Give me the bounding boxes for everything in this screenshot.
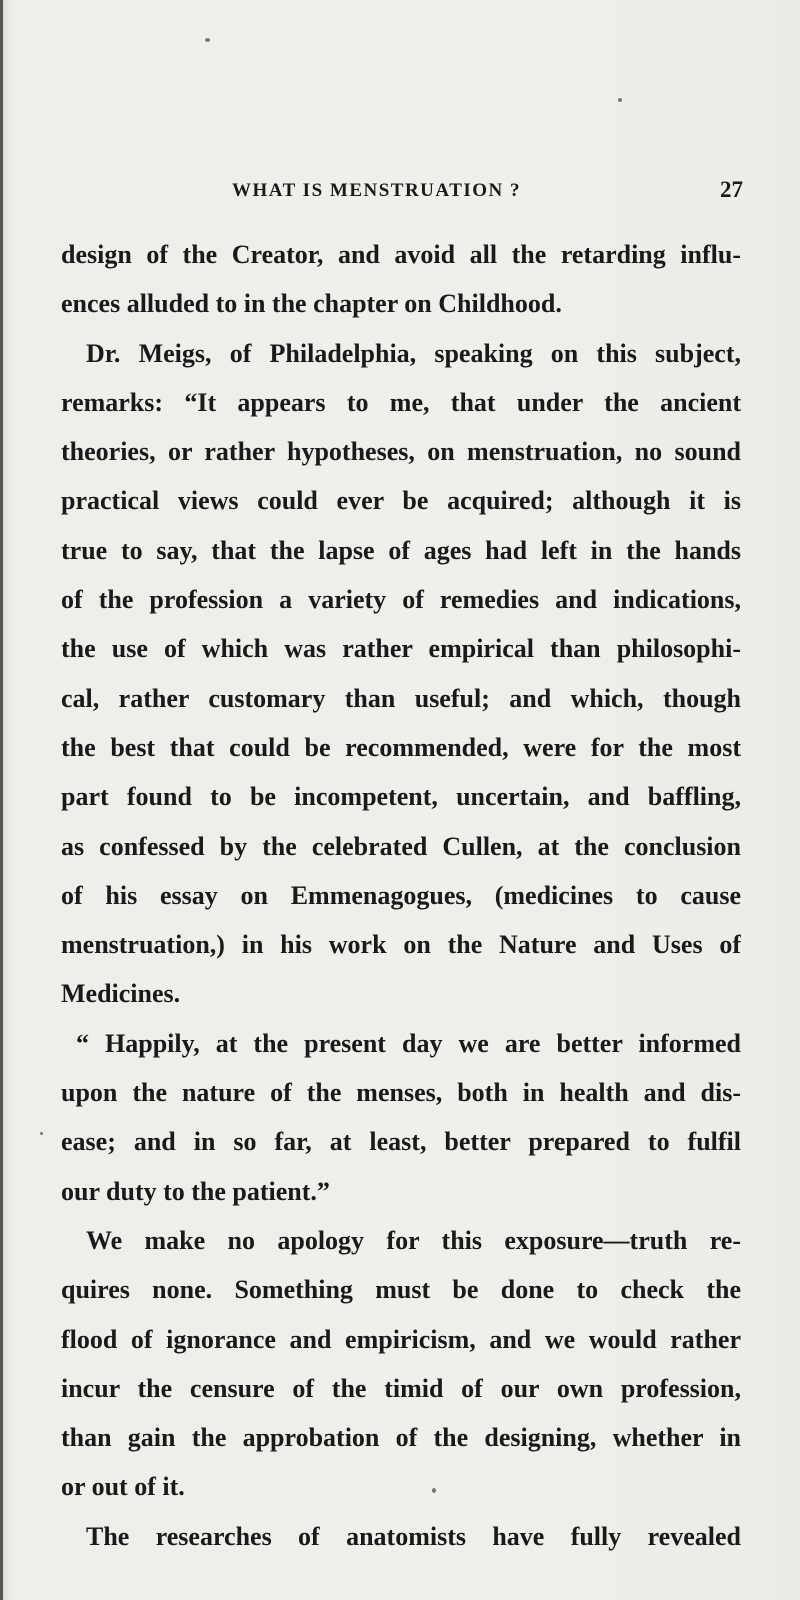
- text-line: flood of ignorance and empiricism, and we would rather: [61, 1324, 741, 1354]
- text-line: ences alluded to in the chapter on Childhood.: [61, 289, 562, 319]
- running-title: WHAT IS MENSTRUATION ?: [232, 180, 522, 201]
- body-text: [61, 230, 741, 1561]
- page-binding-edge: [0, 0, 3, 1600]
- paragraph-start-line: We make no apology for this exposure—truth re-: [86, 1225, 741, 1255]
- text-line: of his essay on Emmenagogues, (medicines to cause: [61, 880, 741, 910]
- page-number: 27: [720, 177, 743, 202]
- text-line: cal, rather customary than useful; and which, though: [61, 683, 741, 713]
- text-line: or out of it.: [61, 1472, 185, 1502]
- text-line: our duty to the patient.”: [61, 1176, 330, 1206]
- text-line: part found to be incompetent, uncertain, and baffling,: [61, 782, 741, 812]
- page-header: [0, 177, 800, 210]
- text-line: the best that could be recommended, were for the most: [61, 732, 741, 762]
- text-line: quires none. Something must be done to check the: [61, 1275, 741, 1305]
- paragraph-start-line: The researches of anatomists have fully revealed: [86, 1521, 741, 1551]
- text-line: ease; and in so far, at least, better prepared to fulfil: [61, 1127, 741, 1157]
- text-line: design of the Creator, and avoid all the retarding influ-: [61, 240, 741, 269]
- paper-speck: [205, 38, 210, 42]
- text-line: Medicines.: [61, 979, 181, 1009]
- text-line: as confessed by the celebrated Cullen, at the conclusion: [61, 831, 741, 861]
- text-line: than gain the approbation of the designing, whether in: [61, 1423, 741, 1453]
- text-line: remarks: “It appears to me, that under the ancient: [61, 387, 741, 417]
- paragraph-start-line: “ Happily, at the present day we are better informed: [76, 1028, 741, 1058]
- paper-speck: [432, 1488, 436, 1493]
- paper-speck: [618, 98, 622, 102]
- text-line: of the profession a variety of remedies and indications,: [61, 585, 741, 615]
- text-line: theories, or rather hypotheses, on menstruation, no sound: [61, 437, 741, 467]
- text-line: menstruation,) in his work on the Nature and Uses of: [61, 930, 741, 960]
- text-line: practical views could ever be acquired; although it is: [61, 486, 741, 516]
- paragraph-start-line: Dr. Meigs, of Philadelphia, speaking on this subject,: [86, 338, 741, 368]
- text-line: the use of which was rather empirical than philosophi-: [61, 634, 741, 664]
- paper-speck: [40, 1132, 43, 1135]
- text-line: incur the censure of the timid of our own profession,: [61, 1373, 741, 1403]
- text-line: upon the nature of the menses, both in health and dis-: [61, 1078, 741, 1108]
- text-line: true to say, that the lapse of ages had left in the hands: [61, 535, 741, 565]
